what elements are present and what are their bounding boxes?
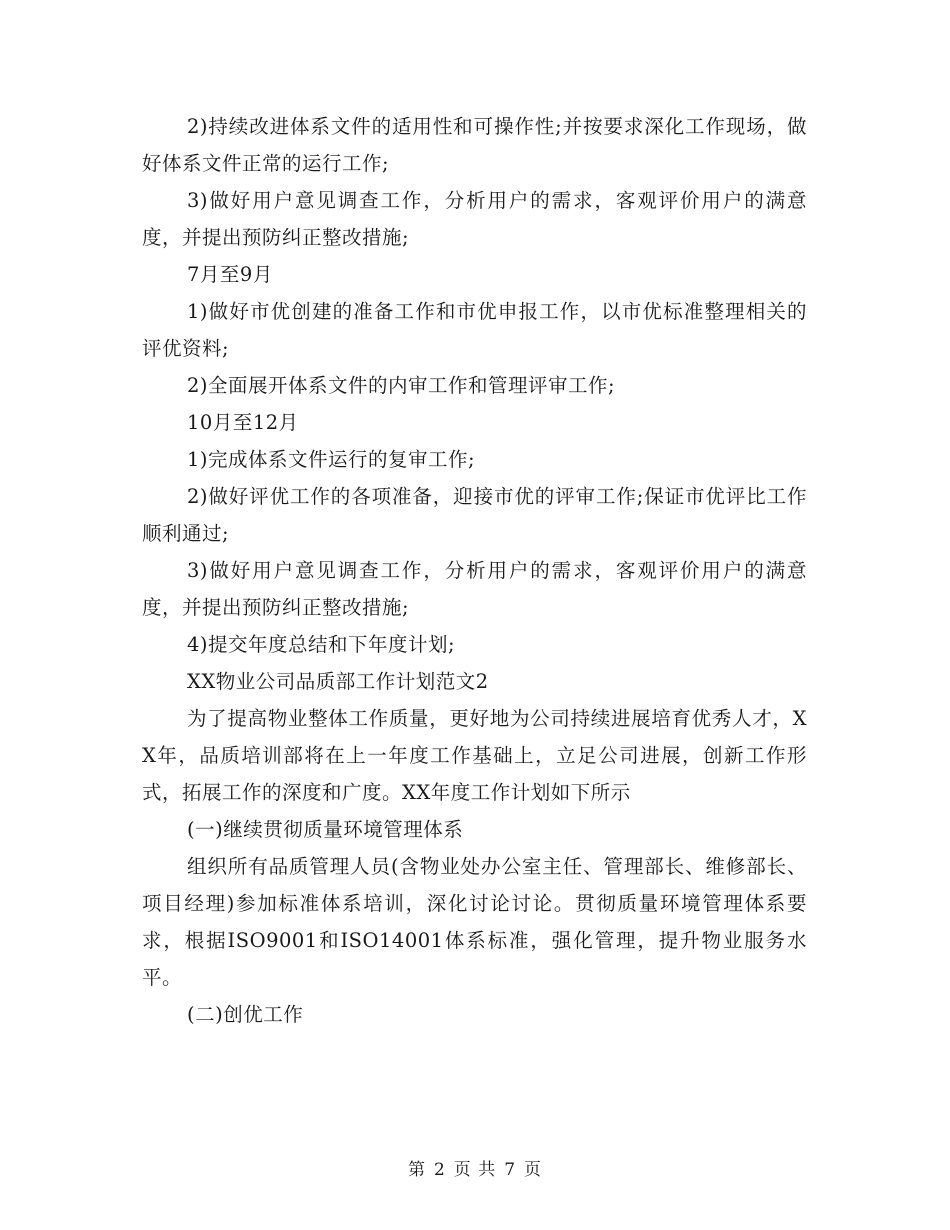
paragraph: 1)做好市优创建的准备工作和市优申报工作，以市优标准整理相关的评优资料; bbox=[142, 300, 807, 360]
paragraph: 为了提高物业整体工作质量，更好地为公司持续进展培育优秀人才，XX年，品质培训部将在上一年度工作基础上，立足公司进展，创新工作形式，拓展工作的深度和广度。XX年度工作计划如下所示 bbox=[142, 707, 807, 804]
page-footer bbox=[0, 1155, 950, 1180]
paragraph: 3)做好用户意见调查工作，分析用户的需求，客观评价用户的满意度，并提出预防纠正整改措施; bbox=[142, 559, 807, 619]
total-pages-number: 7 bbox=[504, 1160, 517, 1180]
current-page-number: 2 bbox=[433, 1160, 446, 1180]
paragraph: 2)持续改进体系文件的适用性和可操作性;并按要求深化工作现场，做好体系文件正常的运行工作; bbox=[142, 115, 807, 175]
section-heading: (二)创优工作 bbox=[187, 1003, 304, 1026]
document-section-title: XX物业公司品质部工作计划范文2 bbox=[187, 670, 489, 693]
document-body bbox=[142, 108, 807, 1033]
paragraph: 2)做好评优工作的各项准备，迎接市优的评审工作;保证市优评比工作顺利通过; bbox=[142, 485, 807, 545]
section-heading: 10月至12月 bbox=[187, 411, 299, 434]
section-heading: (一)继续贯彻质量环境管理体系 bbox=[187, 818, 464, 841]
paragraph: 1)完成体系文件运行的复审工作; bbox=[187, 448, 476, 471]
paragraph: 3)做好用户意见调查工作，分析用户的需求，客观评价用户的满意度，并提出预防纠正整改措施; bbox=[142, 189, 807, 249]
page-label-middle: 页 共 bbox=[453, 1160, 497, 1180]
page-label-suffix: 页 bbox=[524, 1160, 543, 1180]
paragraph: 组织所有品质管理人员(含物业处办公室主任、管理部长、维修部长、项目经理)参加标准体系培训，深化讨论讨论。贯彻质量环境管理体系要求，根据ISO9001和ISO14001体系标准，强化管理，提升物业服务水平。 bbox=[142, 855, 807, 989]
section-heading: 7月至9月 bbox=[187, 263, 273, 286]
paragraph: 4)提交年度总结和下年度计划; bbox=[187, 633, 456, 656]
paragraph: 2)全面展开体系文件的内审工作和管理评审工作; bbox=[187, 374, 616, 397]
page-label-prefix: 第 bbox=[407, 1160, 426, 1180]
